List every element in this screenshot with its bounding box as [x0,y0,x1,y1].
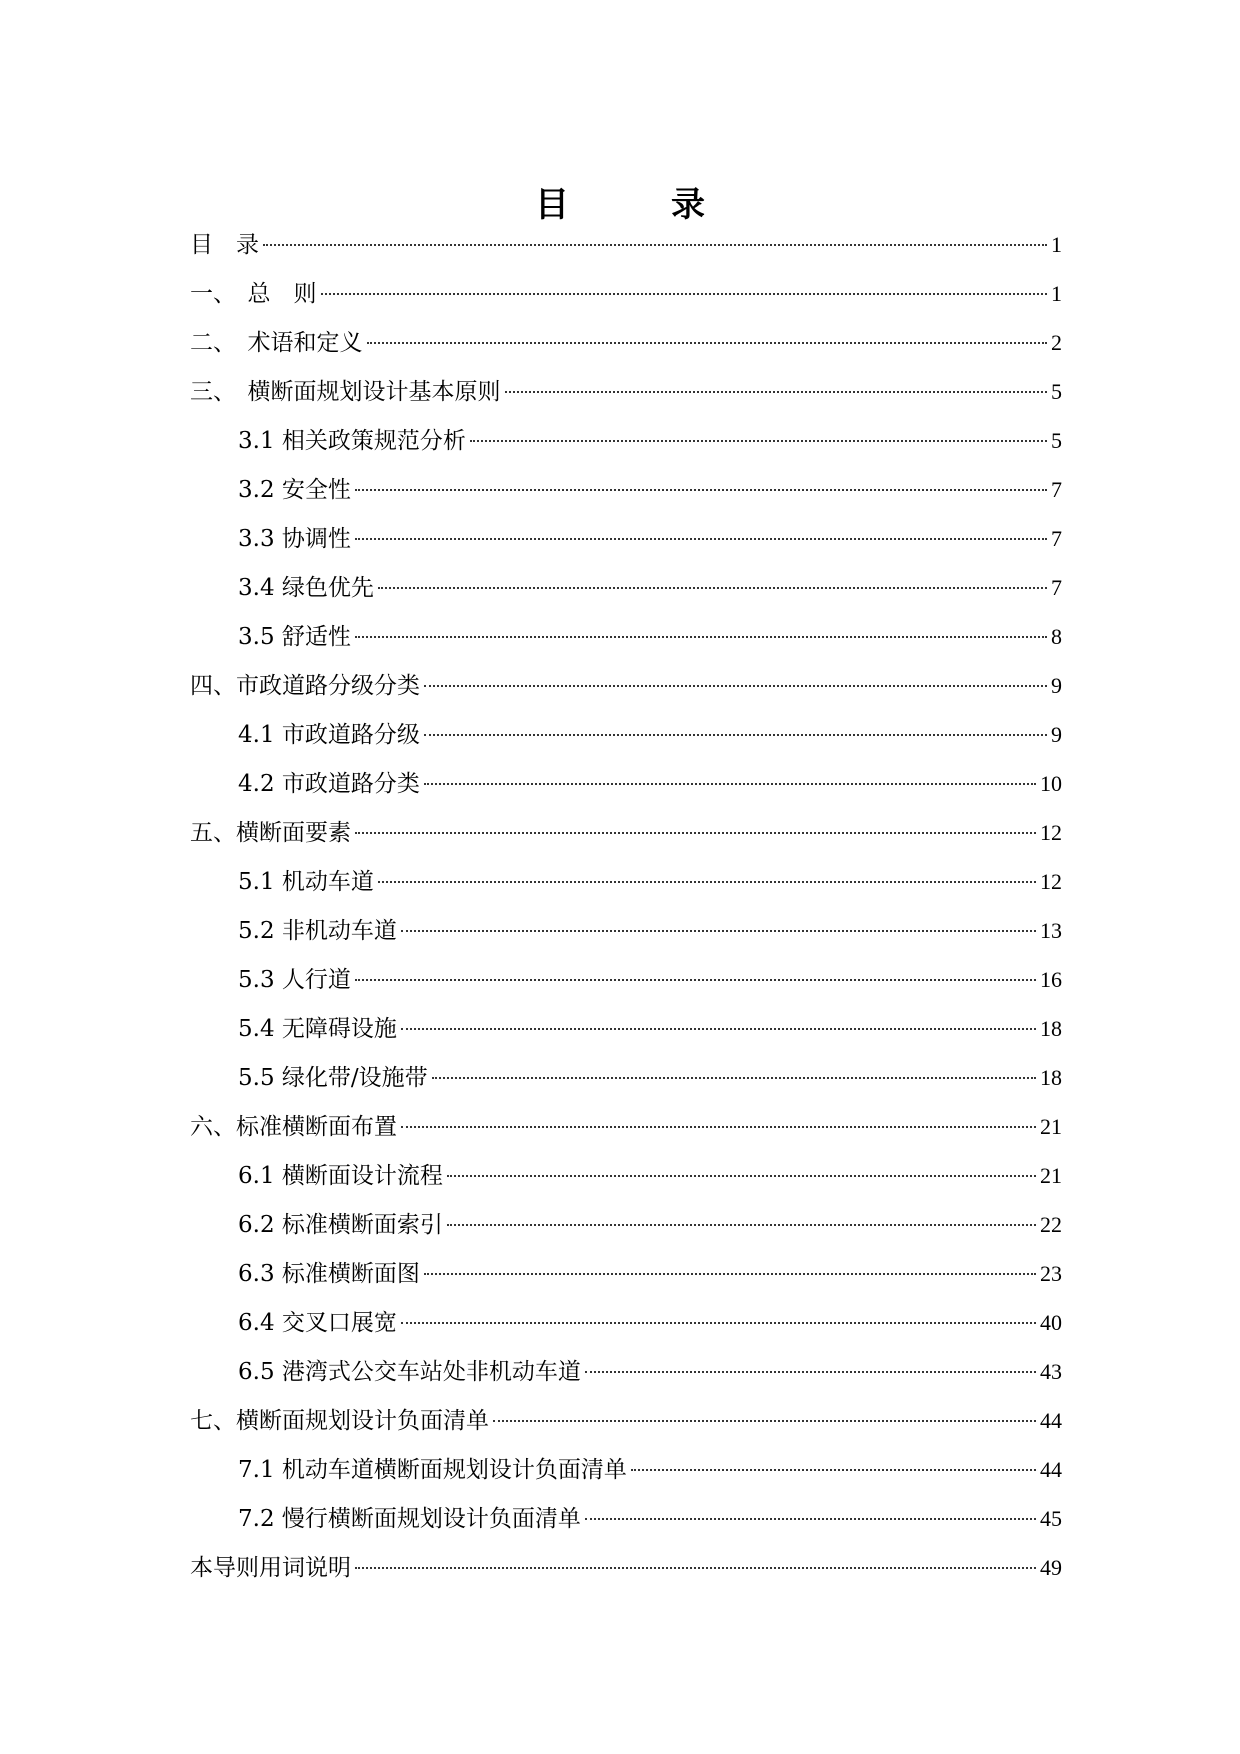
toc-dot-leader [263,244,1047,246]
toc-entry-label: 五、横断面要素 [190,820,351,846]
toc-dot-leader [585,1371,1036,1373]
toc-entry-label: 四、市政道路分级分类 [190,673,420,699]
toc-entry-label: 4.1 市政道路分级 [238,722,420,748]
toc-dot-leader [355,636,1047,638]
toc-entry-page-number: 12 [1040,820,1062,845]
toc-entry-label: 3.5 舒适性 [238,624,351,650]
toc-entry-label: 6.1 横断面设计流程 [238,1163,443,1189]
toc-dot-leader [355,489,1047,491]
toc-dot-leader [424,1273,1036,1275]
toc-entry-page-number: 18 [1040,1065,1062,1090]
toc-entry-label: 一、 总 则 [190,281,317,307]
toc-dot-leader [321,293,1048,295]
toc-dot-leader [631,1469,1036,1471]
toc-entry-label: 七、横断面规划设计负面清单 [190,1408,489,1434]
toc-entry-page-number: 7 [1051,477,1062,502]
toc-entry-page-number: 2 [1051,330,1062,355]
toc-entry-label: 5.5 绿化带/设施带 [238,1065,428,1091]
toc-entry-page-number: 22 [1040,1212,1062,1237]
toc-entry-label: 6.3 标准横断面图 [238,1261,420,1287]
toc-entry-label: 3.1 相关政策规范分析 [238,428,466,454]
toc-dot-leader [367,342,1048,344]
toc-entry[interactable] [190,1004,1062,1053]
toc-entry-page-number: 45 [1040,1506,1062,1531]
toc-entry[interactable] [190,269,1062,318]
toc-dot-leader [505,391,1048,393]
toc-dot-leader [401,1126,1036,1128]
toc-entry-label: 7.1 机动车道横断面规划设计负面清单 [238,1457,627,1483]
toc-entry[interactable] [190,710,1062,759]
toc-entry[interactable] [190,955,1062,1004]
toc-dot-leader [378,587,1047,589]
toc-entry-label: 6.2 标准横断面索引 [238,1212,443,1238]
toc-dot-leader [470,440,1047,442]
toc-entry-label: 三、 横断面规划设计基本原则 [190,379,501,405]
toc-entry[interactable] [190,1249,1062,1298]
toc-entry[interactable] [190,1298,1062,1347]
toc-entry-label: 六、标准横断面布置 [190,1114,397,1140]
table-of-contents [190,220,1062,1592]
toc-entry-label: 目 录 [190,232,259,258]
toc-entry-page-number: 1 [1051,232,1062,257]
toc-dot-leader [447,1224,1036,1226]
toc-dot-leader [355,538,1047,540]
toc-dot-leader [355,979,1036,981]
toc-entry[interactable] [190,514,1062,563]
toc-entry[interactable] [190,416,1062,465]
toc-entry-label: 5.2 非机动车道 [238,918,397,944]
toc-dot-leader [424,783,1036,785]
toc-entry[interactable] [190,759,1062,808]
toc-entry-label: 4.2 市政道路分类 [238,771,420,797]
toc-dot-leader [378,881,1036,883]
toc-entry[interactable] [190,661,1062,710]
toc-dot-leader [355,1567,1036,1569]
toc-entry-page-number: 8 [1051,624,1062,649]
toc-entry-page-number: 21 [1040,1163,1062,1188]
toc-entry-label: 6.5 港湾式公交车站处非机动车道 [238,1359,581,1385]
toc-entry-page-number: 7 [1051,575,1062,600]
toc-entry-label: 3.4 绿色优先 [238,575,374,601]
toc-entry[interactable] [190,1053,1062,1102]
toc-dot-leader [585,1518,1036,1520]
toc-entry-page-number: 23 [1040,1261,1062,1286]
toc-entry-label: 5.1 机动车道 [238,869,374,895]
toc-entry-page-number: 1 [1051,281,1062,306]
toc-entry[interactable] [190,612,1062,661]
toc-entry-page-number: 13 [1040,918,1062,943]
toc-entry-page-number: 5 [1051,428,1062,453]
toc-entry[interactable] [190,220,1062,269]
toc-entry-label: 3.3 协调性 [238,526,351,552]
toc-entry-label: 5.3 人行道 [238,967,351,993]
toc-entry[interactable] [190,367,1062,416]
toc-entry-page-number: 16 [1040,967,1062,992]
toc-entry[interactable] [190,1543,1062,1592]
toc-entry-label: 5.4 无障碍设施 [238,1016,397,1042]
toc-entry-page-number: 49 [1040,1555,1062,1580]
toc-entry[interactable] [190,1347,1062,1396]
toc-entry-label: 本导则用词说明 [190,1555,351,1581]
toc-entry-page-number: 9 [1051,673,1062,698]
toc-entry-label: 7.2 慢行横断面规划设计负面清单 [238,1506,581,1532]
toc-entry-page-number: 12 [1040,869,1062,894]
toc-entry-page-number: 18 [1040,1016,1062,1041]
toc-dot-leader [401,1028,1036,1030]
toc-dot-leader [424,734,1047,736]
toc-entry[interactable] [190,1396,1062,1445]
toc-entry[interactable] [190,1151,1062,1200]
toc-entry-page-number: 9 [1051,722,1062,747]
toc-entry[interactable] [190,465,1062,514]
toc-dot-leader [432,1077,1036,1079]
toc-entry[interactable] [190,906,1062,955]
toc-entry-page-number: 7 [1051,526,1062,551]
toc-entry-page-number: 5 [1051,379,1062,404]
toc-entry[interactable] [190,1102,1062,1151]
toc-dot-leader [493,1420,1036,1422]
toc-entry-page-number: 43 [1040,1359,1062,1384]
toc-entry-label: 6.4 交叉口展宽 [238,1310,397,1336]
toc-dot-leader [447,1175,1036,1177]
toc-dot-leader [401,930,1036,932]
toc-dot-leader [424,685,1047,687]
toc-entry-label: 二、 术语和定义 [190,330,363,356]
toc-entry[interactable] [190,808,1062,857]
toc-entry[interactable] [190,1445,1062,1494]
toc-entry[interactable] [190,563,1062,612]
toc-entry[interactable] [190,318,1062,367]
toc-entry[interactable] [190,1200,1062,1249]
toc-entry-label: 3.2 安全性 [238,477,351,503]
toc-entry-page-number: 44 [1040,1457,1062,1482]
toc-dot-leader [401,1322,1036,1324]
toc-entry-page-number: 10 [1040,771,1062,796]
toc-entry-page-number: 21 [1040,1114,1062,1139]
toc-dot-leader [355,832,1036,834]
toc-entry[interactable] [190,857,1062,906]
page-title: 目 录 [535,184,739,225]
toc-entry-page-number: 40 [1040,1310,1062,1335]
toc-entry[interactable] [190,1494,1062,1543]
toc-entry-page-number: 44 [1040,1408,1062,1433]
